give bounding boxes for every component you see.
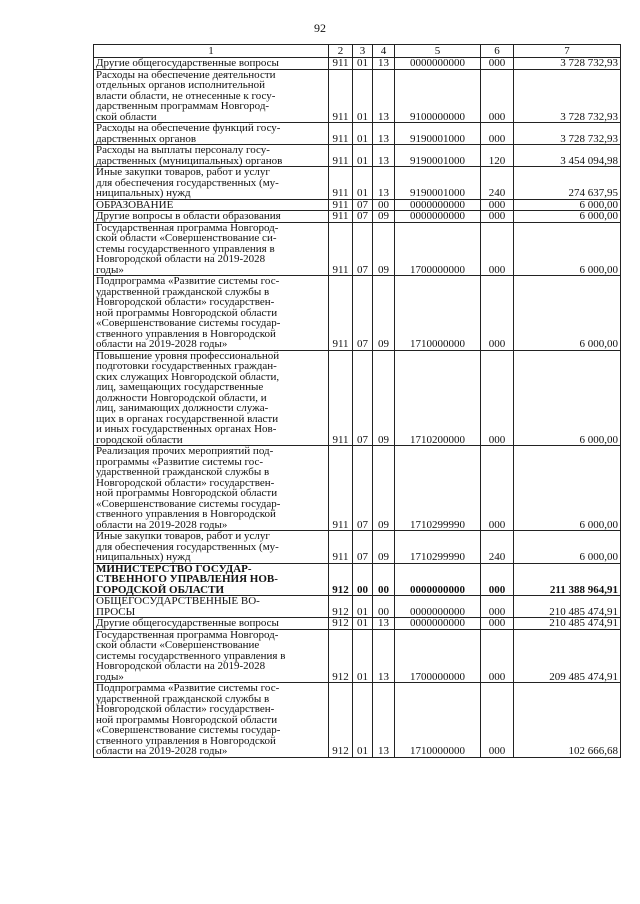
- subsection-cell: 09: [373, 446, 395, 531]
- amount-cell: 6 000,00: [514, 222, 621, 276]
- expense-type-cell: 000: [481, 222, 514, 276]
- amount-cell: 3 728 732,93: [514, 58, 621, 70]
- section-cell: 07: [353, 276, 373, 351]
- expense-type-cell: 000: [481, 350, 514, 446]
- target-article-cell: 0000000000: [395, 618, 481, 630]
- subsection-cell: 00: [373, 563, 395, 596]
- admin-code-cell: 911: [329, 145, 353, 167]
- section-cell: 01: [353, 629, 373, 683]
- table-row: [94, 199, 621, 211]
- table-row: [94, 531, 621, 564]
- row-name-cell: Подпрограмма «Развитие системы гос- ударственной гражданской службы в Новгородской области» государствен- ной программы Новгородской области «Совершенствование системы государ- ственного управления в Новгородской области на 2019-2028 годы»: [94, 683, 329, 758]
- section-cell: 01: [353, 145, 373, 167]
- target-article-cell: 0000000000: [395, 199, 481, 211]
- target-article-cell: 0000000000: [395, 58, 481, 70]
- table-row: [94, 123, 621, 145]
- row-name-cell: ОБРАЗОВАНИЕ: [94, 199, 329, 211]
- admin-code-cell: 911: [329, 167, 353, 200]
- subsection-cell: 13: [373, 683, 395, 758]
- amount-cell: 6 000,00: [514, 446, 621, 531]
- section-cell: 01: [353, 123, 373, 145]
- page-number: 92: [314, 21, 326, 35]
- section-cell: 07: [353, 446, 373, 531]
- row-name-cell: Другие вопросы в области образования: [94, 211, 329, 223]
- admin-code-cell: 912: [329, 629, 353, 683]
- target-article-cell: 1700000000: [395, 629, 481, 683]
- table-row: [94, 145, 621, 167]
- target-article-cell: 1710299990: [395, 531, 481, 564]
- section-cell: 07: [353, 222, 373, 276]
- expense-type-cell: 000: [481, 276, 514, 351]
- amount-cell: 3 728 732,93: [514, 69, 621, 123]
- target-article-cell: 1710200000: [395, 350, 481, 446]
- row-name-cell: Расходы на обеспечение деятельности отдельных органов исполнительной власти области, не отнесенные к госу- дарственным программам Новгород- ской области: [94, 69, 329, 123]
- expense-type-cell: 000: [481, 618, 514, 630]
- expense-type-cell: 000: [481, 123, 514, 145]
- row-name-cell: Иные закупки товаров, работ и услуг для обеспечения государственных (му- ниципальных) нужд: [94, 167, 329, 200]
- table-row: [94, 69, 621, 123]
- row-name-cell: Реализация прочих мероприятий под- программы «Развитие системы гос- ударственной гражданской службы в Новгородской области» государствен- ной программы Новгородской области «Совершенствование системы государ- ственного управления в Новгородской области на 2019-2028 годы»: [94, 446, 329, 531]
- admin-code-cell: 911: [329, 350, 353, 446]
- header-cell: 5: [395, 45, 481, 58]
- subsection-cell: 13: [373, 58, 395, 70]
- expense-type-cell: 000: [481, 58, 514, 70]
- target-article-cell: 1710299990: [395, 446, 481, 531]
- target-article-cell: 1710000000: [395, 683, 481, 758]
- table-row: [94, 563, 621, 596]
- amount-cell: 3 454 094,98: [514, 145, 621, 167]
- admin-code-cell: 911: [329, 222, 353, 276]
- admin-code-cell: 912: [329, 683, 353, 758]
- admin-code-cell: 911: [329, 531, 353, 564]
- expense-type-cell: 000: [481, 446, 514, 531]
- section-cell: 07: [353, 531, 373, 564]
- subsection-cell: 13: [373, 145, 395, 167]
- subsection-cell: 09: [373, 350, 395, 446]
- amount-cell: 102 666,68: [514, 683, 621, 758]
- section-cell: 01: [353, 167, 373, 200]
- budget-table: [93, 44, 621, 758]
- target-article-cell: 0000000000: [395, 563, 481, 596]
- target-article-cell: 9190001000: [395, 123, 481, 145]
- section-cell: 01: [353, 683, 373, 758]
- header-cell: 2: [329, 45, 353, 58]
- admin-code-cell: 911: [329, 69, 353, 123]
- expense-type-cell: 120: [481, 145, 514, 167]
- admin-code-cell: 911: [329, 446, 353, 531]
- section-cell: 01: [353, 69, 373, 123]
- table-row: [94, 58, 621, 70]
- table-row: [94, 167, 621, 200]
- admin-code-cell: 912: [329, 596, 353, 618]
- table-row: [94, 222, 621, 276]
- subsection-cell: 13: [373, 123, 395, 145]
- section-cell: 07: [353, 350, 373, 446]
- target-article-cell: 0000000000: [395, 596, 481, 618]
- section-cell: 07: [353, 211, 373, 223]
- table-header-row: [94, 45, 621, 58]
- amount-cell: 6 000,00: [514, 211, 621, 223]
- target-article-cell: 0000000000: [395, 211, 481, 223]
- row-name-cell: Подпрограмма «Развитие системы гос- ударственной гражданской службы в Новгородской области» государствен- ной программы Новгородской области «Совершенствование системы государ- ственного управления в Новгородской области на 2019-2028 годы»: [94, 276, 329, 351]
- header-cell: 4: [373, 45, 395, 58]
- amount-cell: 6 000,00: [514, 531, 621, 564]
- table-row: [94, 618, 621, 630]
- subsection-cell: 13: [373, 629, 395, 683]
- expense-type-cell: 000: [481, 69, 514, 123]
- admin-code-cell: 911: [329, 211, 353, 223]
- table-row: [94, 350, 621, 446]
- section-cell: 01: [353, 58, 373, 70]
- expense-type-cell: 000: [481, 596, 514, 618]
- row-name-cell: Расходы на обеспечение функций госу- дарственных органов: [94, 123, 329, 145]
- admin-code-cell: 911: [329, 123, 353, 145]
- target-article-cell: 9190001000: [395, 145, 481, 167]
- amount-cell: 3 728 732,93: [514, 123, 621, 145]
- header-cell: 6: [481, 45, 514, 58]
- row-name-cell: ОБЩЕГОСУДАРСТВЕННЫЕ ВО- ПРОСЫ: [94, 596, 329, 618]
- subsection-cell: 09: [373, 276, 395, 351]
- amount-cell: 210 485 474,91: [514, 618, 621, 630]
- row-name-cell: Расходы на выплаты персоналу госу- дарственных (муниципальных) органов: [94, 145, 329, 167]
- section-cell: 07: [353, 199, 373, 211]
- section-cell: 00: [353, 563, 373, 596]
- amount-cell: 6 000,00: [514, 276, 621, 351]
- amount-cell: 210 485 474,91: [514, 596, 621, 618]
- header-cell: 3: [353, 45, 373, 58]
- admin-code-cell: 912: [329, 618, 353, 630]
- target-article-cell: 1700000000: [395, 222, 481, 276]
- expense-type-cell: 240: [481, 167, 514, 200]
- amount-cell: 211 388 964,91: [514, 563, 621, 596]
- amount-cell: 209 485 474,91: [514, 629, 621, 683]
- header-cell: 7: [514, 45, 621, 58]
- expense-type-cell: 000: [481, 683, 514, 758]
- subsection-cell: 00: [373, 596, 395, 618]
- subsection-cell: 09: [373, 211, 395, 223]
- admin-code-cell: 911: [329, 199, 353, 211]
- admin-code-cell: 911: [329, 58, 353, 70]
- subsection-cell: 09: [373, 531, 395, 564]
- subsection-cell: 00: [373, 199, 395, 211]
- section-cell: 01: [353, 596, 373, 618]
- table-row: [94, 683, 621, 758]
- subsection-cell: 09: [373, 222, 395, 276]
- expense-type-cell: 000: [481, 199, 514, 211]
- expense-type-cell: 000: [481, 629, 514, 683]
- row-name-cell: Иные закупки товаров, работ и услуг для обеспечения государственных (му- ниципальных) нужд: [94, 531, 329, 564]
- target-article-cell: 1710000000: [395, 276, 481, 351]
- expense-type-cell: 000: [481, 211, 514, 223]
- table-row: [94, 446, 621, 531]
- header-cell: 1: [94, 45, 329, 58]
- table-body: [94, 58, 621, 758]
- target-article-cell: 9190001000: [395, 167, 481, 200]
- target-article-cell: 9100000000: [395, 69, 481, 123]
- admin-code-cell: 911: [329, 276, 353, 351]
- table-row: [94, 629, 621, 683]
- amount-cell: 6 000,00: [514, 199, 621, 211]
- row-name-cell: Государственная программа Новгород- ской области «Совершенствование си- стемы государственного управления в Новгородской области на 2019-2028 годы»: [94, 222, 329, 276]
- subsection-cell: 13: [373, 69, 395, 123]
- row-name-cell: Другие общегосударственные вопросы: [94, 58, 329, 70]
- row-name-cell: Другие общегосударственные вопросы: [94, 618, 329, 630]
- subsection-cell: 13: [373, 618, 395, 630]
- section-cell: 01: [353, 618, 373, 630]
- row-name-cell: Государственная программа Новгород- ской области «Совершенствование системы государственного управления в Новгородской области на 2019-2028 годы»: [94, 629, 329, 683]
- table-row: [94, 596, 621, 618]
- expense-type-cell: 240: [481, 531, 514, 564]
- amount-cell: 274 637,95: [514, 167, 621, 200]
- row-name-cell: Повышение уровня профессиональной подготовки государственных граждан- ских служащих Новгородской области, лиц, замещающих государственные должности Новгородской области, и лиц, занимающих должности служа- щих в органах государственной власти и иных государственных органах Нов- городской области: [94, 350, 329, 446]
- admin-code-cell: 912: [329, 563, 353, 596]
- expense-type-cell: 000: [481, 563, 514, 596]
- subsection-cell: 13: [373, 167, 395, 200]
- table-row: [94, 276, 621, 351]
- amount-cell: 6 000,00: [514, 350, 621, 446]
- table-row: [94, 211, 621, 223]
- row-name-cell: МИНИСТЕРСТВО ГОСУДАР- СТВЕННОГО УПРАВЛЕНИЯ НОВ- ГОРОДСКОЙ ОБЛАСТИ: [94, 563, 329, 596]
